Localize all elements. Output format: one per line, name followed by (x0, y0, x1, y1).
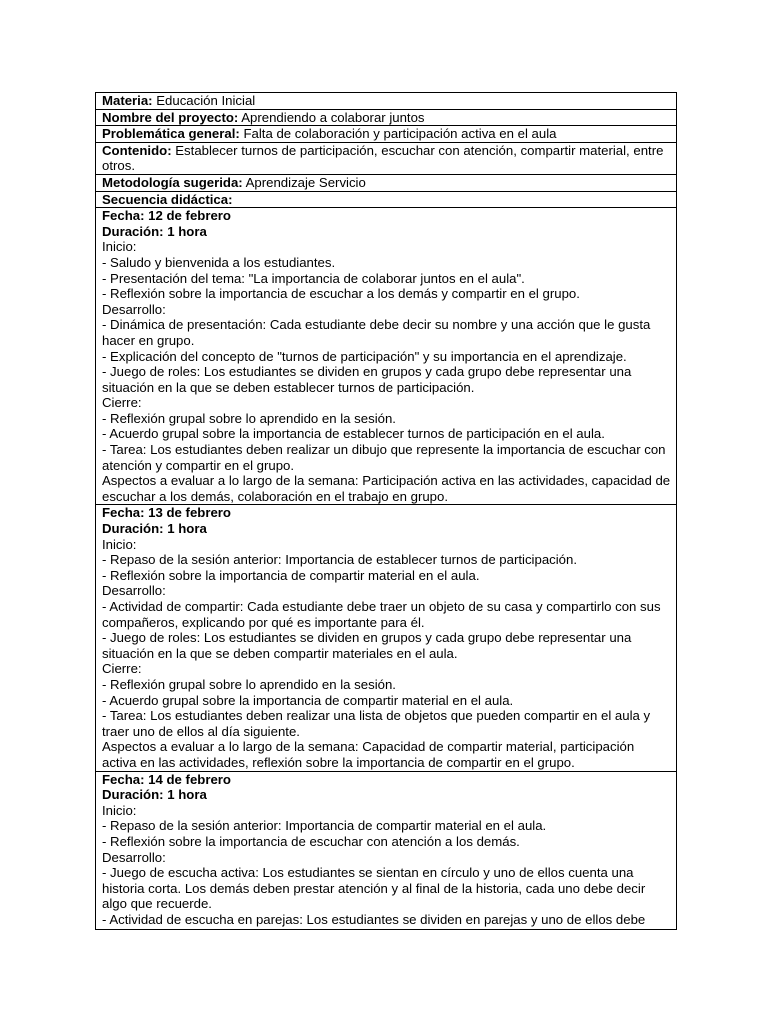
contenido-value: Establecer turnos de participación, escuchar con atención, compartir material, entre otros. (102, 142, 664, 174)
materia-value: Educación Inicial (156, 93, 256, 108)
session-line: Desarrollo: (102, 301, 166, 317)
proyecto-row (96, 110, 676, 127)
session-line: - Repaso de la sesión anterior: Importancia de compartir material en el aula. (102, 818, 547, 834)
proyecto-value: Aprendiendo a colaborar juntos (241, 109, 425, 125)
session-line: - Acuerdo grupal sobre la importancia de establecer turnos de participación en el aula. (102, 426, 605, 442)
session-line: - Dinámica de presentación: Cada estudiante debe decir su nombre y una acción que le gusta hacer en grupo. (102, 317, 651, 348)
session-line: - Reflexión sobre la importancia de escuchar con atención a los demás. (102, 833, 520, 849)
problematica-label: Problemática general: (102, 126, 240, 142)
session-line: Inicio: (102, 239, 137, 255)
session-line: - Reflexión grupal sobre lo aprendido en la sesión. (102, 676, 396, 692)
session-duration: Duración: 1 hora (102, 521, 207, 537)
sessions-container (96, 208, 676, 929)
metodologia-label: Metodología sugerida: (102, 174, 243, 190)
session-line: - Actividad de compartir: Cada estudiante debe traer un objeto de su casa y compartirlo con sus compañeros, explicando por qué es importante para él. (102, 599, 661, 630)
session-line: - Explicación del concepto de "turnos de participación" y su importancia en el aprendizaje. (102, 348, 627, 364)
contenido-label: Contenido: (102, 142, 172, 158)
session-line: - Juego de roles: Los estudiantes se dividen en grupos y cada grupo debe representar una situación en la que se deben establecer turnos de participación. (102, 364, 632, 395)
secuencia-label: Secuencia didáctica: (102, 191, 233, 207)
session-row (96, 772, 676, 930)
materia-label: Materia: (102, 93, 153, 108)
session-line: - Reflexión sobre la importancia de compartir material en el aula. (102, 567, 480, 583)
session-date: Fecha: 13 de febrero (102, 505, 231, 521)
metodologia-row (96, 175, 676, 192)
materia-row (96, 93, 676, 110)
session-line: Inicio: (102, 536, 137, 552)
session-line: - Actividad de escucha en parejas: Los estudiantes se dividen en parejas y uno de ellos debe (102, 911, 646, 927)
session-row (96, 505, 676, 771)
problematica-value: Falta de colaboración y participación activa en el aula (243, 126, 557, 142)
session-line: - Presentación del tema: "La importancia de colaborar juntos en el aula". (102, 270, 525, 286)
session-line: - Juego de roles: Los estudiantes se dividen en grupos y cada grupo debe representar una situación en la que se deben compartir materiales en el aula. (102, 630, 632, 661)
lesson-plan-table (95, 92, 677, 930)
session-line: Aspectos a evaluar a lo largo de la semana: Capacidad de compartir material, participación activa en las actividades, reflexión sobre la importancia de compartir en el grupo. (102, 739, 635, 770)
session-line: Cierre: (102, 661, 142, 677)
session-line: - Reflexión sobre la importancia de escuchar a los demás y compartir en el grupo. (102, 286, 580, 302)
session-date: Fecha: 14 de febrero (102, 771, 231, 787)
session-date: Fecha: 12 de febrero (102, 208, 231, 224)
session-line: - Juego de escucha activa: Los estudiantes se sientan en círculo y uno de ellos cuenta una historia corta. Los demás deben prestar atención y al final de la historia, cada uno debe decir algo que recuerde. (102, 865, 646, 912)
session-duration: Duración: 1 hora (102, 223, 207, 239)
session-line: Desarrollo: (102, 849, 166, 865)
session-line: - Acuerdo grupal sobre la importancia de compartir material en el aula. (102, 692, 514, 708)
contenido-row (96, 143, 676, 175)
session-line: - Tarea: Los estudiantes deben realizar un dibujo que represente la importancia de escuchar con atención y compartir en el grupo. (102, 442, 666, 473)
session-line: Desarrollo: (102, 583, 166, 599)
proyecto-label: Nombre del proyecto: (102, 109, 239, 125)
session-line: Inicio: (102, 802, 137, 818)
session-duration: Duración: 1 hora (102, 787, 207, 803)
session-line: Aspectos a evaluar a lo largo de la semana: Participación activa en las actividades, capacidad de escuchar a los demás, colaboración en el trabajo en grupo. (102, 473, 671, 504)
session-line: Cierre: (102, 395, 142, 411)
session-line: - Repaso de la sesión anterior: Importancia de establecer turnos de participación. (102, 552, 578, 568)
session-line: - Saludo y bienvenida a los estudiantes. (102, 254, 336, 270)
session-row (96, 208, 676, 505)
secuencia-row (96, 192, 676, 209)
session-line: - Tarea: Los estudiantes deben realizar una lista de objetos que pueden compartir en el aula y traer uno de ellos al día siguiente. (102, 708, 651, 739)
session-line: - Reflexión grupal sobre lo aprendido en la sesión. (102, 410, 396, 426)
metodologia-value: Aprendizaje Servicio (245, 174, 366, 190)
problematica-row (96, 126, 676, 143)
